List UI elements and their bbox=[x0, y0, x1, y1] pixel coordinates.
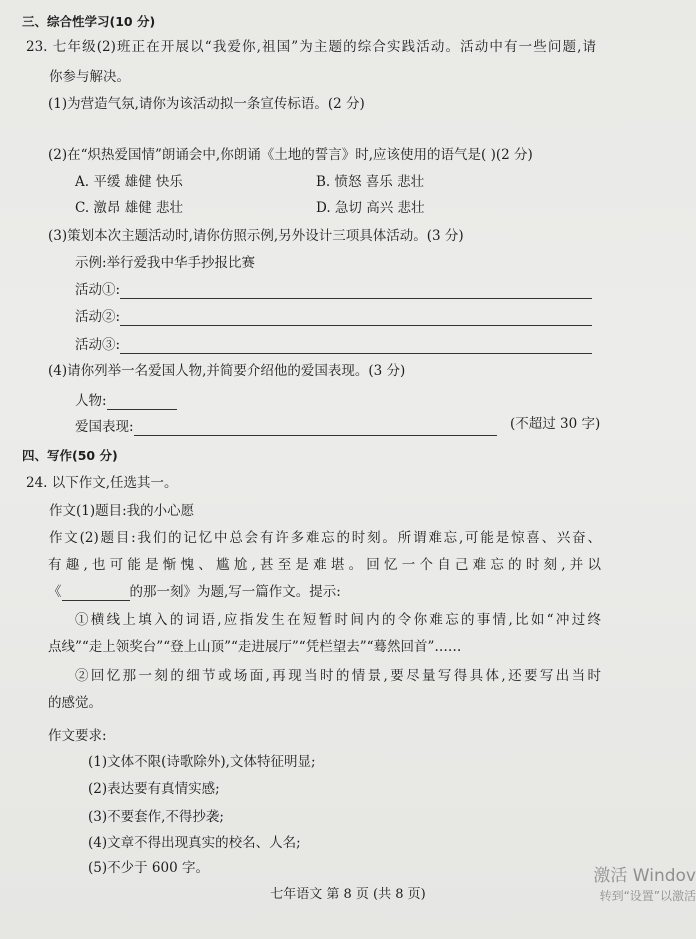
q24-intro: 24. 以下作文,任选其一。 bbox=[26, 475, 178, 491]
option-b: B. 愤怒 喜乐 悲壮 bbox=[316, 174, 425, 190]
activity-1-label: 活动①: bbox=[75, 282, 121, 298]
requirements-title: 作文要求: bbox=[48, 728, 107, 744]
title-open-bracket: 《 bbox=[48, 584, 62, 600]
patriot-label: 爱国表现: bbox=[75, 419, 134, 435]
activation-watermark-title: 激活 Windov bbox=[593, 866, 696, 886]
title-rest: 的那一刻》为题,写一篇作文。提示: bbox=[129, 584, 341, 600]
essay-option-1: 作文(1)题目:我的小心愿 bbox=[49, 503, 195, 519]
person-blank[interactable] bbox=[107, 394, 177, 410]
activity-example: 示例:举行爱我中华手抄报比赛 bbox=[75, 255, 256, 271]
section3-title: 三、综合性学习(10 分) bbox=[22, 14, 156, 29]
person-row bbox=[75, 392, 177, 410]
patriot-row bbox=[75, 418, 497, 436]
activity-3 bbox=[75, 336, 592, 354]
hint2-line2: 的感觉。 bbox=[48, 695, 102, 711]
activity-3-label: 活动③: bbox=[75, 337, 121, 353]
requirement-2: (2)表达要有真情实感; bbox=[88, 781, 220, 797]
activation-watermark-subtitle: 转到“设置”以激活 bbox=[599, 889, 696, 903]
option-a: A. 平缓 雄健 快乐 bbox=[75, 174, 183, 190]
activity-1 bbox=[75, 281, 592, 299]
essay-option-2-line1: 作文(2)题目:我们的记忆中总会有许多难忘的时刻。所谓难忘,可能是惊喜、兴奋、 bbox=[49, 530, 601, 546]
essay-title-row bbox=[48, 583, 341, 601]
section4-title: 四、写作(50 分) bbox=[22, 448, 118, 463]
requirement-1: (1)文体不限(诗歌除外),文体特征明显; bbox=[88, 754, 316, 770]
activity-2-label: 活动②: bbox=[75, 309, 121, 325]
essay-option-2-line2: 有趣,也可能是惭愧、尴尬,甚至是难堪。回忆一个自己难忘的时刻,并以 bbox=[48, 557, 601, 573]
person-label: 人物: bbox=[75, 393, 107, 409]
patriot-blank[interactable] bbox=[134, 420, 497, 436]
activity-1-blank[interactable] bbox=[120, 283, 592, 299]
hint2-line1: ②回忆那一刻的细节或场面,再现当时的情景,要尽量写得具体,还要写出当时 bbox=[75, 668, 601, 684]
activity-2-blank[interactable] bbox=[120, 310, 592, 326]
q23-part4: (4)请你列举一名爱国人物,并简要介绍他的爱国表现。(3 分) bbox=[48, 363, 406, 379]
q23-stem-line1: 23. 七年级(2)班正在开展以“我爱你,祖国”为主题的综合实践活动。活动中有一些问题,请 bbox=[26, 39, 596, 55]
hint1-line1: ①横线上填入的词语,应指发生在短暂时间内的令你难忘的事情,比如“冲过终 bbox=[75, 612, 601, 628]
essay-title-blank[interactable] bbox=[62, 585, 130, 601]
requirement-4: (4)文章不得出现真实的校名、人名; bbox=[88, 835, 301, 851]
q23-part1: (1)为营造气氛,请你为该活动拟一条宣传标语。(2 分) bbox=[48, 96, 365, 112]
option-d: D. 急切 高兴 悲壮 bbox=[316, 200, 425, 216]
activity-3-blank[interactable] bbox=[120, 338, 592, 354]
q23-part3: (3)策划本次主题活动时,请你仿照示例,另外设计三项具体活动。(3 分) bbox=[48, 228, 464, 244]
page-footer: 七年语文 第 8 页 (共 8 页) bbox=[270, 887, 426, 902]
activity-2 bbox=[75, 308, 592, 326]
word-limit-note: (不超过 30 字) bbox=[510, 416, 601, 432]
requirement-3: (3)不要套作,不得抄袭; bbox=[88, 809, 224, 825]
option-c: C. 激昂 雄健 悲壮 bbox=[75, 200, 184, 216]
hint1-line2: 点线”“走上领奖台”“登上山顶”“走进展厅”“凭栏望去”“蓦然回首”…… bbox=[48, 639, 462, 655]
requirement-5: (5)不少于 600 字。 bbox=[88, 860, 209, 876]
q23-part2: (2)在“炽热爱国情”朗诵会中,你朗诵《土地的誓言》时,应该使用的语气是( )(2 分) bbox=[48, 147, 533, 163]
q23-stem-line2: 你参与解决。 bbox=[49, 69, 130, 85]
